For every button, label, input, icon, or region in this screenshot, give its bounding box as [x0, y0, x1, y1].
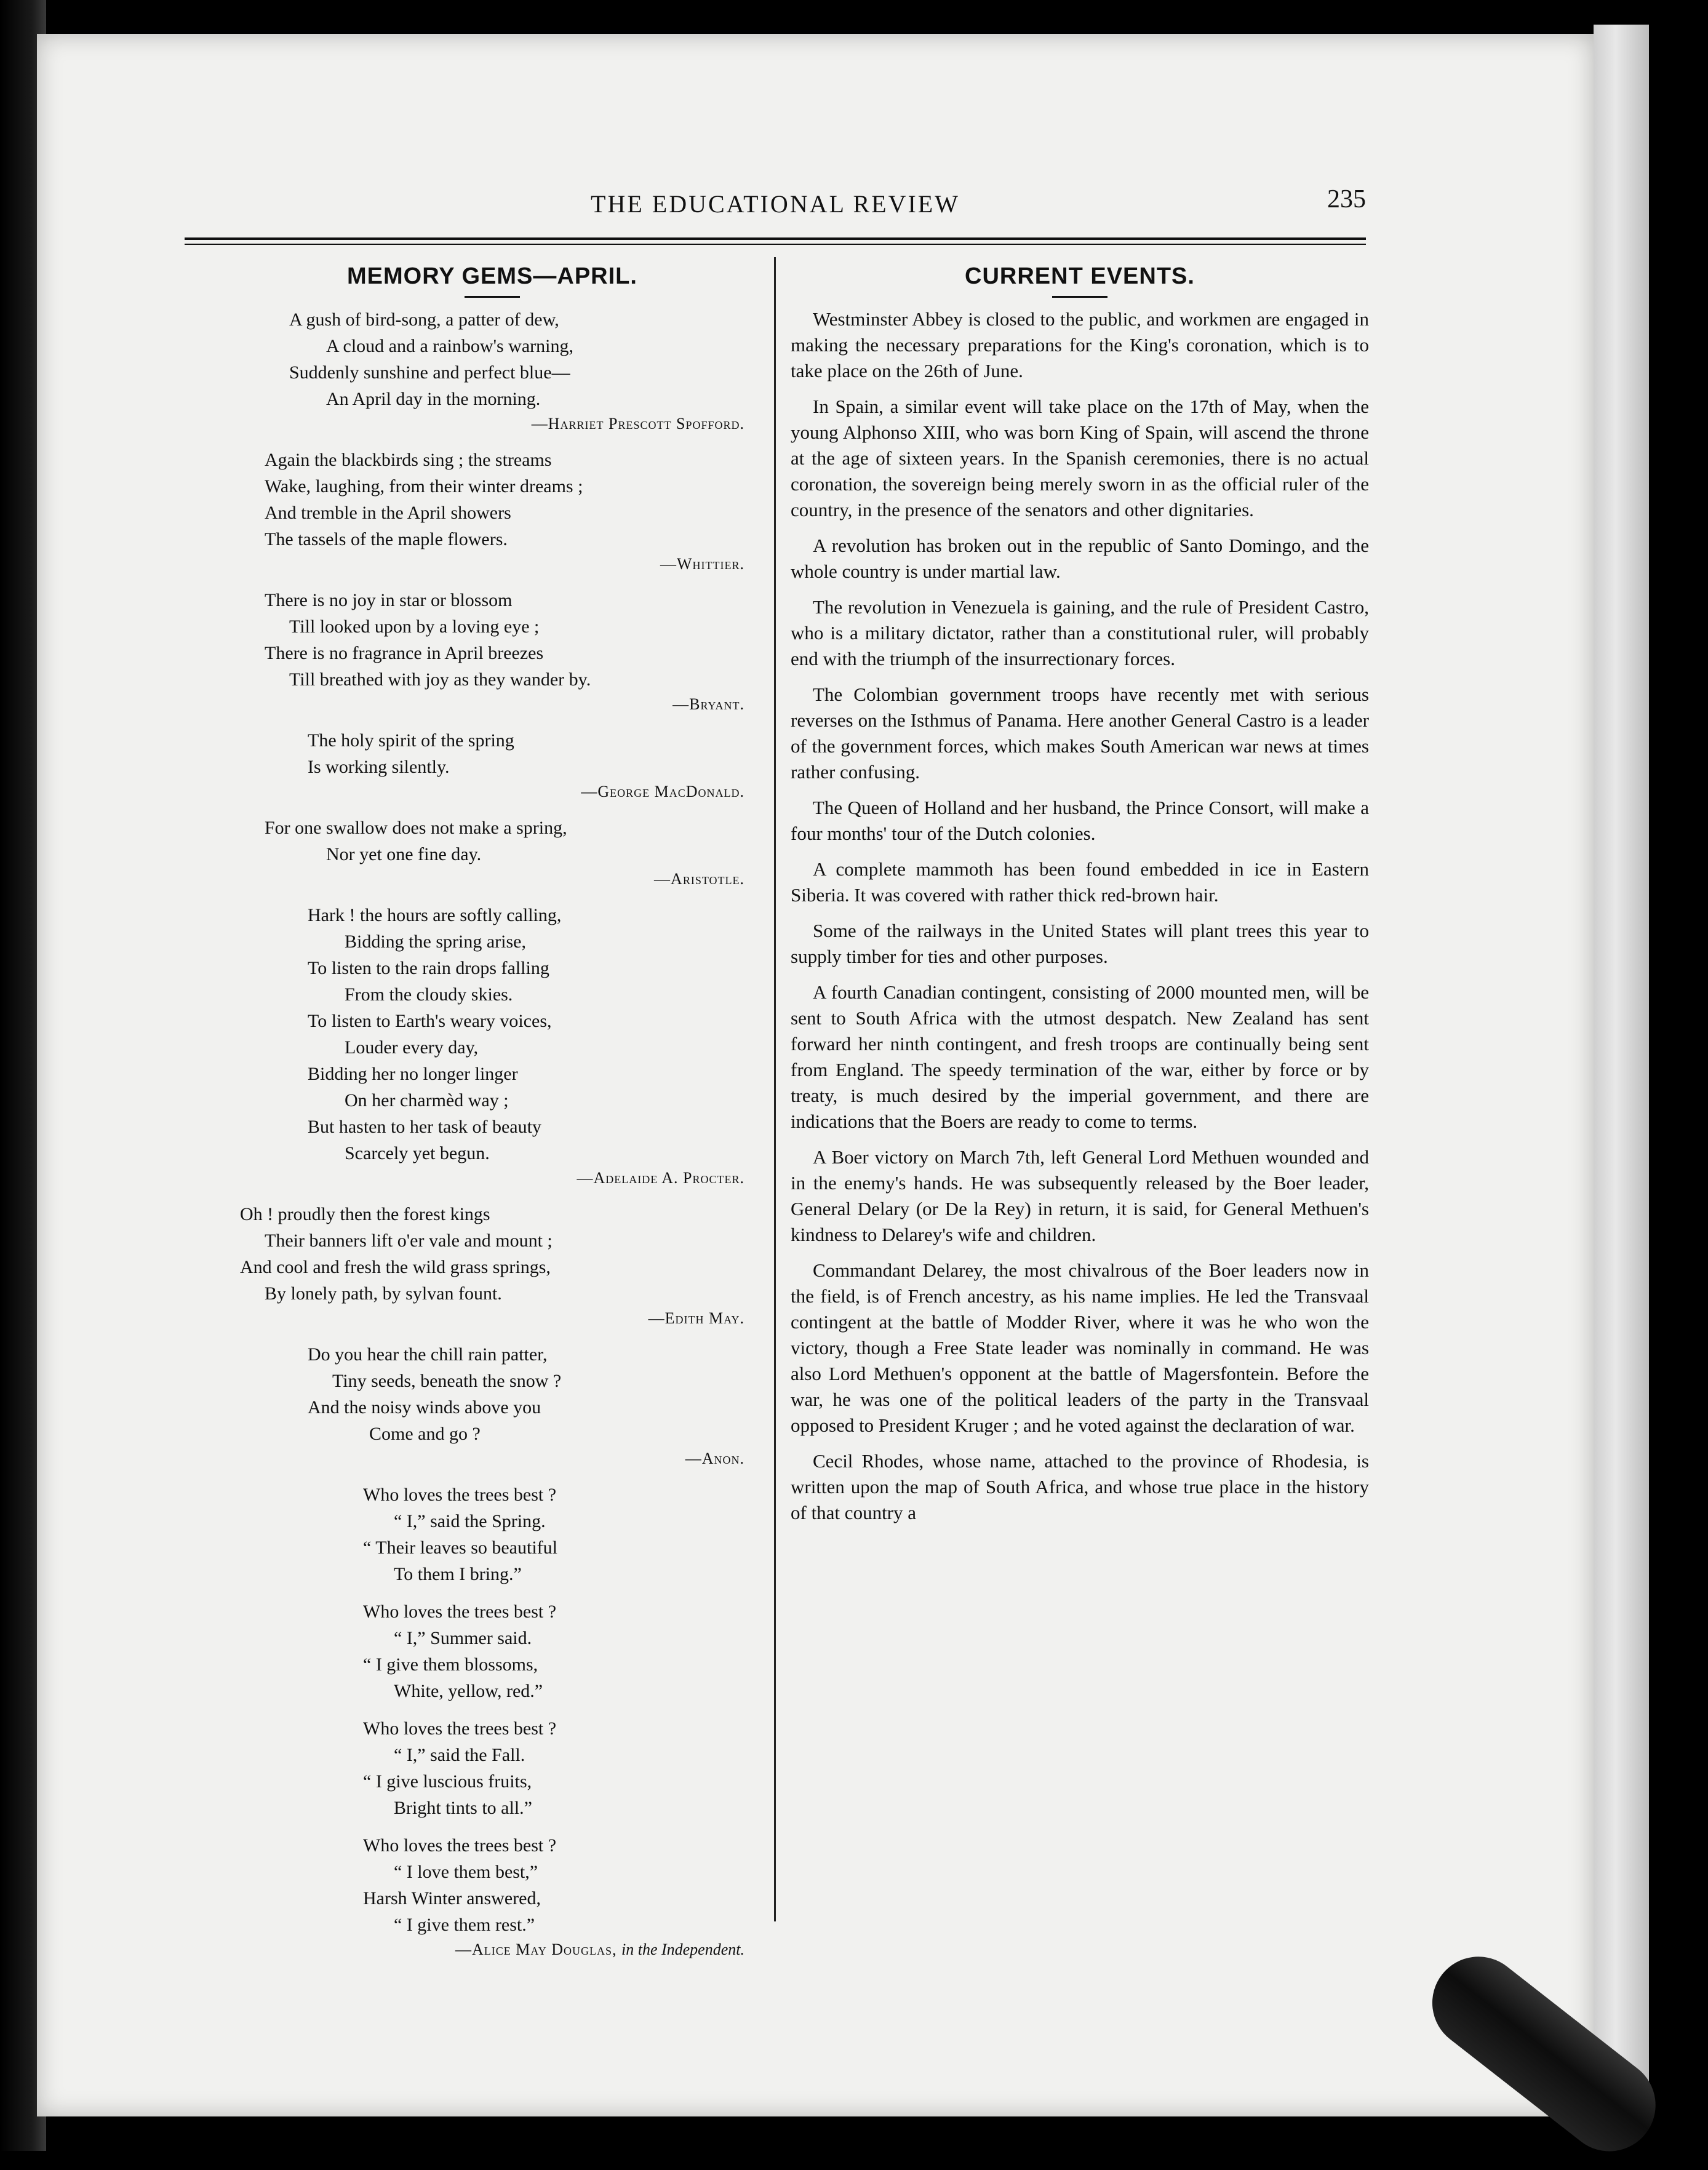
section-title: CURRENT EVENTS. — [965, 263, 1195, 289]
poem-line: Their banners lift o'er vale and mount ; — [265, 1231, 553, 1251]
poem-line: Again the blackbirds sing ; the streams — [265, 450, 552, 470]
poem-line: “ I,” Summer said. — [394, 1628, 532, 1648]
poem — [240, 1201, 744, 1330]
poem-line: There is no fragrance in April breezes — [265, 643, 544, 663]
poem-line: An April day in the morning. — [326, 389, 541, 409]
poem — [240, 815, 744, 891]
news-paragraph: In Spain, a similar event will take place on the 17th of May, when the young Alphonso XIII, who was born King of Spain, will ascend the throne at the age of sixteen years. In the Spanish ceremonies, there is no actual coronation, the sovereign being merely sworn in as the official ruler of the country, in the presence of the senators and other dignitaries. — [791, 396, 1369, 521]
poem — [240, 727, 744, 804]
poem-line: “ I,” said the Fall. — [394, 1745, 525, 1765]
poem-attribution — [240, 1938, 744, 1961]
poem-attribution: —Aristotle. — [654, 870, 744, 888]
news-paragraph: A complete mammoth has been found embedded in ice in Eastern Siberia. It was covered with rather thick red-brown hair. — [791, 858, 1369, 906]
poem-attribution: —Edith May. — [648, 1309, 744, 1327]
poem-attribution: —George MacDonald. — [581, 783, 744, 800]
news-paragraph: Westminster Abbey is closed to the public, and workmen are engaged in making the necessary preparations for the King's coronation, which is to take place on the 26th of June. — [791, 308, 1369, 381]
news-paragraph: The Queen of Holland and her husband, the Prince Consort, will make a four months' tour of the Dutch colonies. — [791, 797, 1369, 844]
poem-line: Bidding the spring arise, — [345, 931, 526, 952]
poem-line: Suddenly sunshine and perfect blue— — [289, 362, 570, 383]
section-title: MEMORY GEMS—APRIL. — [347, 263, 637, 289]
page-header — [185, 185, 1366, 228]
poem-line: And the noisy winds above you — [308, 1397, 541, 1418]
page-number: 235 — [1327, 185, 1366, 213]
header-rule-thin — [185, 244, 1366, 245]
poem-line: And tremble in the April showers — [265, 503, 511, 523]
poem-line: Oh ! proudly then the forest kings — [240, 1204, 490, 1224]
poem-line: Who loves the trees best ? — [363, 1835, 557, 1856]
news-paragraph: The revolution in Venezuela is gaining, and the rule of President Castro, who is a military dictator, rather than a constitutional ruler, will probably end with the triumph of the insurrectionary forces. — [791, 596, 1369, 669]
poem-line: To listen to Earth's weary voices, — [308, 1011, 552, 1031]
poem-line: Till breathed with joy as they wander by. — [289, 669, 591, 690]
news-paragraph: Cecil Rhodes, whose name, attached to the province of Rhodesia, is written upon the map of South Africa, and whose true place in the history of that country a — [791, 1450, 1369, 1523]
poem-attribution: —Whittier. — [660, 555, 744, 573]
poem-attribution: —Anon. — [685, 1450, 744, 1467]
poem — [240, 1482, 744, 1587]
poem-line: Scarcely yet begun. — [345, 1143, 490, 1163]
column-divider — [774, 257, 776, 1921]
poem-line: Harsh Winter answered, — [363, 1888, 541, 1909]
poem-line: “ I give them blossoms, — [363, 1654, 538, 1675]
poem-line: But hasten to her task of beauty — [308, 1117, 541, 1137]
news-paragraph: The Colombian government troops have recently met with serious reverses on the Isthmus of Panama. Here another General Castro is a leader of the government forces, which makes South American war news at times rather confusing. — [791, 684, 1369, 783]
poem-line: Bidding her no longer linger — [308, 1064, 518, 1084]
poem — [240, 1715, 744, 1821]
poem-line: A cloud and a rainbow's warning, — [326, 336, 573, 356]
page-edge — [1594, 25, 1649, 2129]
poem-line: “ Their leaves so beautiful — [363, 1538, 557, 1558]
poem — [240, 306, 744, 436]
poem-line: Till looked upon by a loving eye ; — [289, 616, 540, 637]
poem-line: White, yellow, red.” — [394, 1681, 543, 1701]
poem — [240, 1341, 744, 1470]
poem — [240, 1832, 744, 1961]
title-dash — [1052, 296, 1107, 298]
poem-line: Who loves the trees best ? — [363, 1602, 557, 1622]
poem-line: For one swallow does not make a spring, — [265, 818, 567, 838]
poem-attribution: —Bryant. — [672, 695, 744, 713]
poem-attribution: —Harriet Prescott Spofford. — [531, 415, 744, 433]
header-rule — [185, 237, 1366, 240]
attribution-author: —Alice May Douglas, — [455, 1941, 617, 1958]
poem-line: Is working silently. — [308, 757, 450, 777]
poem-line: Bright tints to all.” — [394, 1798, 532, 1818]
title-dash — [465, 296, 520, 298]
poem-line: To them I bring.” — [394, 1564, 522, 1584]
film-border-right — [1649, 0, 1708, 2151]
poem-line: Nor yet one fine day. — [326, 844, 482, 864]
poem-line: A gush of bird-song, a patter of dew, — [289, 309, 559, 330]
poem-line: From the cloudy skies. — [345, 984, 513, 1005]
poem-line: Come and go ? — [369, 1424, 481, 1444]
poem — [240, 902, 744, 1190]
news-paragraph: A fourth Canadian contingent, consisting of 2000 mounted men, will be sent to South Africa with the utmost despatch. New Zealand has sent forward her ninth contingent, and fresh troops are continually being sent from England. The speedy termination of the war, either by force or by treaty, is much desired by the imperial government, and there are indications that the Boers are ready to come to terms. — [791, 981, 1369, 1132]
poem-line: And cool and fresh the wild grass springs, — [240, 1257, 551, 1277]
poem-line: “ I,” said the Spring. — [394, 1511, 546, 1531]
attribution-source: in the Independent. — [621, 1941, 744, 1958]
memory-gems-column — [240, 257, 744, 1973]
poem-line: “ I give them rest.” — [394, 1915, 535, 1935]
poem-line: On her charmèd way ; — [345, 1090, 509, 1111]
running-title: THE EDUCATIONAL REVIEW — [591, 190, 960, 218]
poem-line: “ I love them best,” — [394, 1862, 538, 1882]
poem-line: “ I give luscious fruits, — [363, 1771, 532, 1792]
poem-line: Wake, laughing, from their winter dreams ; — [265, 476, 583, 497]
poem-line: Louder every day, — [345, 1037, 479, 1058]
poem-line: Tiny seeds, beneath the snow ? — [332, 1371, 562, 1391]
poem — [240, 1598, 744, 1704]
poem-line: Hark ! the hours are softly calling, — [308, 905, 562, 925]
poem — [240, 447, 744, 576]
poem-line: Who loves the trees best ? — [363, 1485, 557, 1505]
poem-attribution: —Adelaide A. Procter. — [577, 1169, 744, 1187]
poem-line: There is no joy in star or blossom — [265, 590, 513, 610]
current-events-column — [791, 257, 1369, 1536]
poem-line: To listen to the rain drops falling — [308, 958, 549, 978]
poem-line: By lonely path, by sylvan fount. — [265, 1283, 502, 1304]
poem — [240, 587, 744, 716]
news-paragraph: Commandant Delarey, the most chivalrous of the Boer leaders now in the field, is of French ancestry, as his name implies. He led the Transvaal contingent at the battle of Modder River, where it was he who won the victory, though a Free State leader was nominally in command. He was also Lord Methuen's opponent at the battle of Magersfontein. Before the war, he was one of the political leaders of the party in the Transvaal opposed to President Kruger ; and he voted against the declaration of war. — [791, 1259, 1369, 1436]
poem-line: Do you hear the chill rain patter, — [308, 1344, 548, 1365]
news-paragraph: A Boer victory on March 7th, left General Lord Methuen wounded and in the enemy's hands. He was subsequently released by the Boer leader, General Delary (or De la Rey) in return, it is said, for General Methuen's kindness to Delarey's wife and children. — [791, 1146, 1369, 1245]
news-paragraph: Some of the railways in the United States will plant trees this year to supply timber for ties and other purposes. — [791, 920, 1369, 967]
poem-line: Who loves the trees best ? — [363, 1718, 557, 1739]
poem-line: The holy spirit of the spring — [308, 730, 514, 751]
news-paragraph: A revolution has broken out in the republic of Santo Domingo, and the whole country is under martial law. — [791, 535, 1369, 582]
poem-line: The tassels of the maple flowers. — [265, 529, 508, 549]
